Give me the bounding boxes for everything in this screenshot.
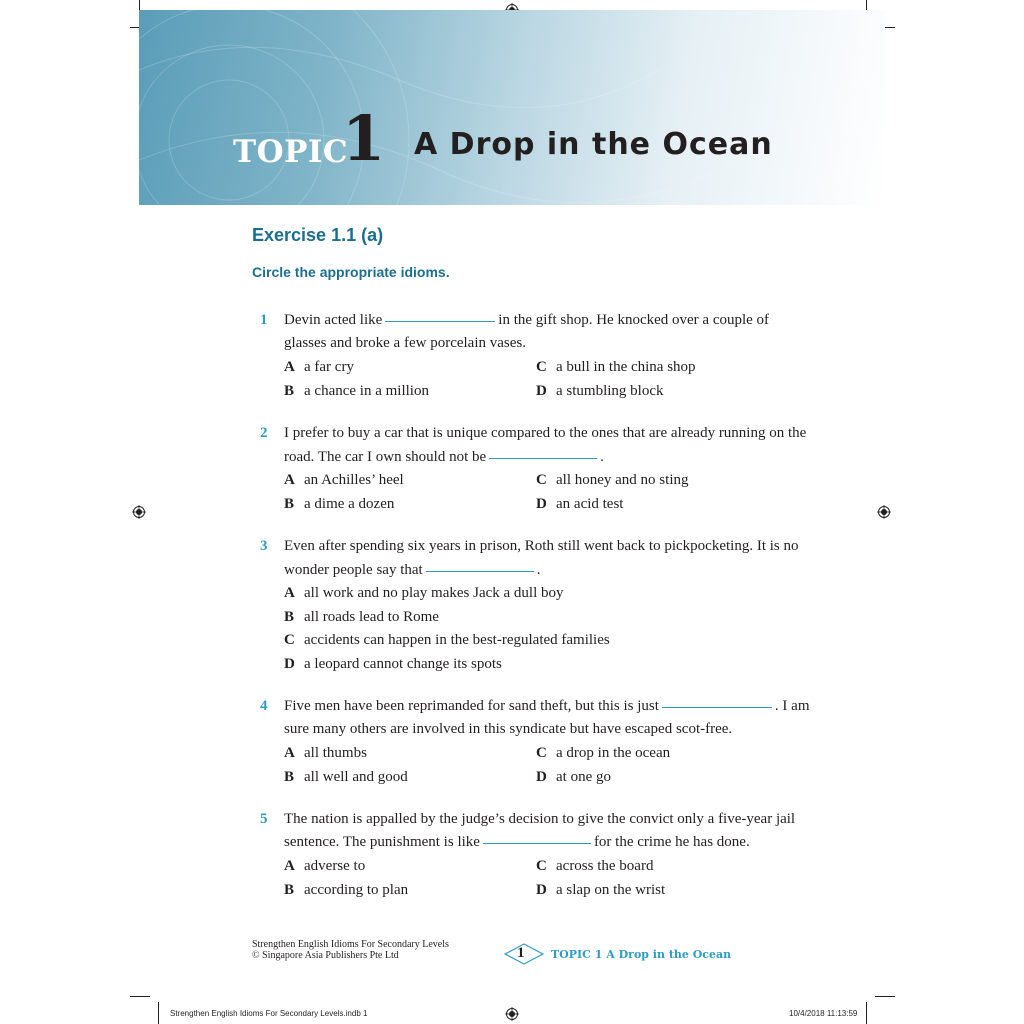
option-text: according to plan bbox=[304, 882, 409, 898]
option-a[interactable] bbox=[284, 858, 365, 875]
question-number: 5 bbox=[260, 811, 268, 827]
question-number: 3 bbox=[260, 538, 268, 554]
option-letter: C bbox=[284, 632, 295, 648]
topic-number: 1 bbox=[342, 102, 386, 175]
question-text bbox=[284, 538, 799, 555]
option-d[interactable] bbox=[284, 656, 502, 673]
question-text-part: The nation is appalled by the judge’s decision to give the convict only a five-year jail bbox=[284, 811, 796, 827]
option-letter: C bbox=[536, 359, 547, 375]
option-text: a bull in the china shop bbox=[556, 359, 696, 375]
question-text-part: I prefer to buy a car that is unique compared to the ones that are already running on the bbox=[284, 425, 807, 441]
topic-banner bbox=[139, 10, 885, 205]
option-text: across the board bbox=[556, 858, 654, 874]
option-c[interactable] bbox=[536, 359, 696, 376]
footer-credits bbox=[252, 939, 449, 961]
option-b[interactable] bbox=[284, 769, 408, 786]
topic-label: TOPIC bbox=[233, 134, 349, 170]
question-text-part: Even after spending six years in prison, Roth still went back to pickpocketing. It is no bbox=[284, 538, 799, 554]
crop-mark bbox=[130, 996, 150, 997]
option-text: all well and good bbox=[304, 769, 408, 785]
option-letter: B bbox=[284, 769, 295, 785]
option-letter: C bbox=[536, 472, 547, 488]
option-b[interactable] bbox=[284, 496, 394, 513]
option-d[interactable] bbox=[536, 383, 664, 400]
option-letter: C bbox=[536, 745, 547, 761]
answer-blank[interactable] bbox=[385, 320, 495, 322]
option-text: all roads lead to Rome bbox=[304, 609, 439, 625]
option-d[interactable] bbox=[536, 769, 611, 786]
option-text: a slap on the wrist bbox=[556, 882, 666, 898]
question-text-part: . bbox=[536, 562, 541, 578]
question-text bbox=[284, 698, 810, 715]
question-text-part: sentence. The punishment is like bbox=[284, 834, 480, 850]
option-b[interactable] bbox=[284, 882, 408, 899]
option-c[interactable] bbox=[284, 632, 610, 649]
copyright: © Singapore Asia Publishers Pte Ltd bbox=[252, 950, 399, 961]
page-title: A Drop in the Ocean bbox=[414, 127, 773, 162]
option-text: adverse to bbox=[304, 858, 366, 874]
answer-blank[interactable] bbox=[489, 457, 597, 459]
swirl-decoration-icon bbox=[139, 10, 885, 205]
option-text: an acid test bbox=[556, 496, 624, 512]
question-number: 2 bbox=[260, 425, 268, 441]
option-letter: A bbox=[284, 359, 295, 375]
question-number: 1 bbox=[260, 312, 268, 328]
option-d[interactable] bbox=[536, 882, 665, 899]
book-title: Strengthen English Idioms For Secondary Levels bbox=[252, 939, 449, 950]
option-b[interactable] bbox=[284, 383, 429, 400]
crop-mark bbox=[875, 996, 895, 997]
option-text: at one go bbox=[556, 769, 611, 785]
option-b[interactable] bbox=[284, 609, 439, 626]
registration-mark-icon bbox=[132, 505, 146, 519]
option-letter: D bbox=[536, 383, 547, 399]
option-letter: D bbox=[536, 882, 547, 898]
page-number: 1 bbox=[517, 945, 525, 961]
question-text-part: in the gift shop. He knocked over a couple of bbox=[498, 312, 770, 328]
option-letter: B bbox=[284, 496, 295, 512]
question-text-part: . I am bbox=[774, 698, 810, 714]
question-text-part: Devin acted like bbox=[284, 312, 383, 328]
print-slug-file: Strengthen English Idioms For Secondary Levels.indb 1 bbox=[170, 1009, 368, 1018]
option-text: all thumbs bbox=[304, 745, 367, 761]
print-slug-datetime: 10/4/2018 11:13:59 bbox=[789, 1009, 858, 1018]
question-text-part: glasses and broke a few porcelain vases. bbox=[284, 335, 526, 351]
option-text: a dime a dozen bbox=[304, 496, 395, 512]
option-a[interactable] bbox=[284, 359, 354, 376]
option-a[interactable] bbox=[284, 472, 404, 489]
option-d[interactable] bbox=[536, 496, 623, 513]
option-letter: D bbox=[536, 769, 547, 785]
option-a[interactable] bbox=[284, 745, 367, 762]
question-text-part: Five men have been reprimanded for sand theft, but this is just bbox=[284, 698, 659, 714]
option-letter: B bbox=[284, 609, 295, 625]
question-number: 4 bbox=[260, 698, 268, 714]
option-letter: A bbox=[284, 745, 295, 761]
question-text-part: wonder people say that bbox=[284, 562, 423, 578]
registration-mark-icon bbox=[877, 505, 891, 519]
option-text: an Achilles’ heel bbox=[304, 472, 404, 488]
answer-blank[interactable] bbox=[662, 706, 772, 708]
question-text-part: . bbox=[600, 449, 604, 465]
question-text bbox=[284, 834, 750, 851]
option-text: a drop in the ocean bbox=[556, 745, 671, 761]
option-a[interactable] bbox=[284, 585, 564, 602]
option-letter: D bbox=[536, 496, 547, 512]
exercise-title: Exercise 1.1 (a) bbox=[252, 225, 384, 245]
crop-mark bbox=[866, 1002, 867, 1024]
option-text: all work and no play makes Jack a dull boy bbox=[304, 585, 564, 601]
option-c[interactable] bbox=[536, 858, 653, 875]
question-text bbox=[284, 449, 604, 466]
option-letter: D bbox=[284, 656, 295, 672]
exercise-instruction: Circle the appropriate idioms. bbox=[252, 264, 450, 280]
option-letter: C bbox=[536, 858, 547, 874]
question-text bbox=[284, 312, 769, 329]
option-text: accidents can happen in the best-regulated families bbox=[304, 632, 610, 648]
option-letter: A bbox=[284, 472, 295, 488]
option-c[interactable] bbox=[536, 745, 670, 762]
option-letter: B bbox=[284, 383, 295, 399]
option-text: all honey and no sting bbox=[556, 472, 689, 488]
option-c[interactable] bbox=[536, 472, 688, 489]
option-letter: A bbox=[284, 585, 295, 601]
running-head: TOPIC 1 A Drop in the Ocean bbox=[551, 948, 732, 961]
question-text bbox=[284, 721, 732, 738]
question-text-part: for the crime he has done. bbox=[593, 834, 750, 850]
question-text bbox=[284, 425, 806, 442]
crop-mark bbox=[158, 1002, 159, 1024]
option-letter: B bbox=[284, 882, 295, 898]
option-text: a leopard cannot change its spots bbox=[304, 656, 502, 672]
answer-blank[interactable] bbox=[426, 570, 534, 572]
answer-blank[interactable] bbox=[483, 842, 591, 844]
question-text-part: sure many others are involved in this syndicate but have escaped scot-free. bbox=[284, 721, 733, 737]
option-letter: A bbox=[284, 858, 295, 874]
option-text: a far cry bbox=[304, 359, 354, 375]
option-text: a stumbling block bbox=[556, 383, 664, 399]
question-text bbox=[284, 335, 526, 352]
option-text: a chance in a million bbox=[304, 383, 429, 399]
question-text-part: road. The car I own should not be bbox=[284, 449, 487, 465]
question-text bbox=[284, 562, 540, 579]
question-text bbox=[284, 811, 795, 828]
registration-mark-icon bbox=[505, 1007, 519, 1021]
